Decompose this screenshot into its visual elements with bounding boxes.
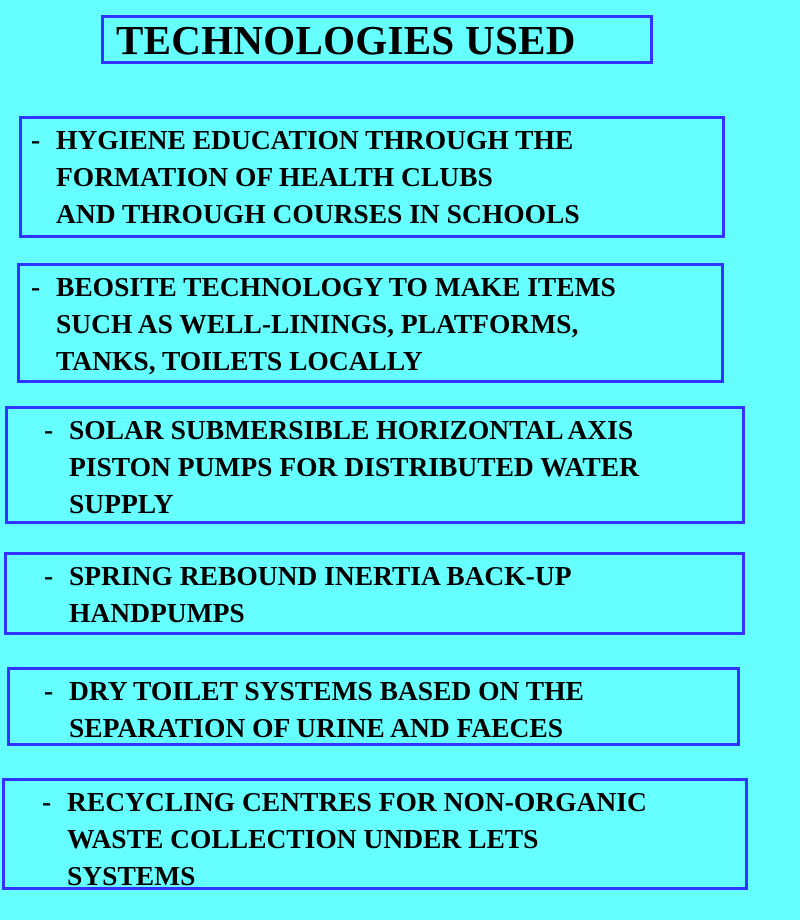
item-text-line: DRY TOILET SYSTEMS BASED ON THE — [69, 675, 584, 706]
bullet-dash: - — [42, 786, 52, 817]
page-title: TECHNOLOGIES USED — [101, 15, 653, 64]
item-text-line: RECYCLING CENTRES FOR NON-ORGANIC — [67, 786, 647, 817]
technology-item-dry-toilets — [7, 667, 740, 746]
item-text-line: SUPPLY — [69, 488, 174, 519]
item-text-line: HANDPUMPS — [69, 597, 245, 628]
bullet-dash: - — [44, 414, 54, 445]
item-text-line: TANKS, TOILETS LOCALLY — [56, 345, 423, 376]
technology-item-solar-pumps — [5, 406, 745, 524]
item-text-line: PISTON PUMPS FOR DISTRIBUTED WATER — [69, 451, 639, 482]
technology-item-beosite — [17, 263, 724, 383]
item-text-line: SPRING REBOUND INERTIA BACK-UP — [69, 560, 572, 591]
item-text-line: SUCH AS WELL-LININGS, PLATFORMS, — [56, 308, 579, 339]
technology-item-hygiene-education — [19, 116, 725, 238]
item-text-line: FORMATION OF HEALTH CLUBS — [56, 161, 493, 192]
bullet-dash: - — [44, 675, 54, 706]
item-text-line: AND THROUGH COURSES IN SCHOOLS — [56, 198, 580, 229]
bullet-dash: - — [31, 271, 41, 302]
bullet-dash: - — [44, 560, 54, 591]
item-text-line: SEPARATION OF URINE AND FAECES — [69, 712, 564, 743]
item-text-line: SOLAR SUBMERSIBLE HORIZONTAL AXIS — [69, 414, 634, 445]
item-text-line: SYSTEMS — [67, 860, 196, 891]
item-text-line: BEOSITE TECHNOLOGY TO MAKE ITEMS — [56, 271, 616, 302]
bullet-dash: - — [31, 124, 41, 155]
item-text-line: WASTE COLLECTION UNDER LETS — [67, 823, 539, 854]
item-text-line: HYGIENE EDUCATION THROUGH THE — [56, 124, 574, 155]
technology-item-handpumps — [4, 552, 745, 635]
technology-item-recycling-centres — [2, 778, 748, 890]
